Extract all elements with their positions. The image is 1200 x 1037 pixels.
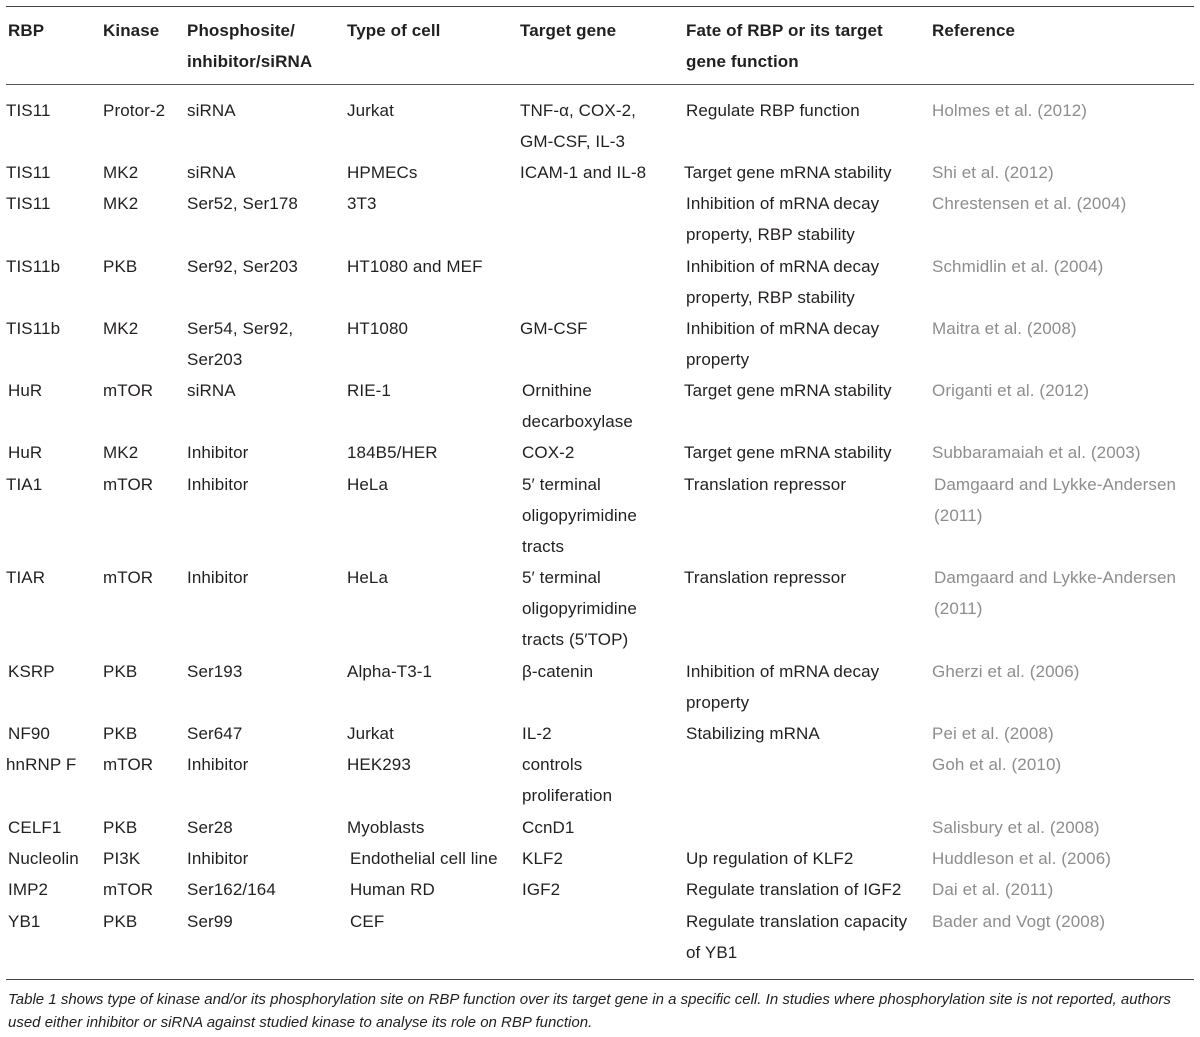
cell-phosphosite: Inhibitor bbox=[187, 849, 249, 868]
cell-target-gene: CcnD1 bbox=[522, 818, 575, 837]
cell-cell-type: Myoblasts bbox=[347, 818, 425, 837]
cell-fate: Regulate RBP function bbox=[686, 101, 860, 120]
cell-target-gene: IGF2 bbox=[522, 880, 561, 899]
cell-fate: Target gene mRNA stability bbox=[684, 443, 892, 462]
cell-kinase: mTOR bbox=[103, 475, 154, 494]
cell-rbp: TIA1 bbox=[6, 475, 43, 494]
cell-kinase: PKB bbox=[103, 818, 138, 837]
cell-cell-type: Endothelial cell line bbox=[350, 849, 498, 868]
cell-reference: Damgaard and Lykke-Andersen (2011) bbox=[934, 568, 1177, 618]
header-rule bbox=[6, 84, 1194, 85]
header-phosphosite: Phosphosite/ inhibitor/siRNA bbox=[187, 21, 313, 71]
cell-kinase: PKB bbox=[103, 912, 138, 931]
table-caption: Table 1 shows type of kinase and/or its phosphorylation site on RBP function over its target gene in a specific cell. In studies where phosphorylation site is not reported, authors used either inhibitor or siRNA against studied kinase to analyse its role on RBP function. bbox=[8, 991, 1171, 1031]
cell-reference: Maitra et al. (2008) bbox=[932, 319, 1077, 338]
cell-rbp: TIAR bbox=[6, 568, 46, 587]
cell-fate: Up regulation of KLF2 bbox=[686, 849, 854, 868]
cell-target-gene: IL-2 bbox=[522, 724, 552, 743]
cell-reference: Bader and Vogt (2008) bbox=[932, 912, 1106, 931]
cell-target-gene: KLF2 bbox=[522, 849, 564, 868]
cell-kinase: Protor-2 bbox=[103, 101, 166, 120]
cell-phosphosite: Ser647 bbox=[187, 724, 243, 743]
cell-phosphosite: Inhibitor bbox=[187, 568, 249, 587]
cell-fate: Target gene mRNA stability bbox=[684, 163, 892, 182]
cell-cell-type: 184B5/HER bbox=[347, 443, 438, 462]
cell-fate: Stabilizing mRNA bbox=[686, 724, 820, 743]
cell-cell-type: Jurkat bbox=[347, 101, 394, 120]
cell-phosphosite: Ser54, Ser92, Ser203 bbox=[187, 319, 294, 369]
cell-rbp: hnRNP F bbox=[6, 755, 77, 774]
cell-phosphosite: Ser162/164 bbox=[187, 880, 276, 899]
cell-kinase: MK2 bbox=[103, 319, 139, 338]
cell-phosphosite: Ser193 bbox=[187, 662, 243, 681]
cell-fate: Translation repressor bbox=[684, 568, 847, 587]
cell-rbp: TIS11 bbox=[6, 101, 51, 120]
cell-phosphosite: Ser52, Ser178 bbox=[187, 194, 298, 213]
cell-reference: Gherzi et al. (2006) bbox=[932, 662, 1080, 681]
cell-cell-type: Jurkat bbox=[347, 724, 394, 743]
cell-phosphosite: Ser92, Ser203 bbox=[187, 257, 298, 276]
cell-cell-type: HT1080 and MEF bbox=[347, 257, 483, 276]
cell-reference: Chrestensen et al. (2004) bbox=[932, 194, 1127, 213]
cell-kinase: MK2 bbox=[103, 443, 139, 462]
header-cell-type: Type of cell bbox=[347, 21, 441, 40]
cell-phosphosite: siRNA bbox=[187, 101, 236, 120]
cell-kinase: PI3K bbox=[103, 849, 141, 868]
cell-reference: Damgaard and Lykke-Andersen (2011) bbox=[934, 475, 1177, 525]
cell-phosphosite: Inhibitor bbox=[187, 443, 249, 462]
cell-kinase: PKB bbox=[103, 257, 138, 276]
cell-kinase: MK2 bbox=[103, 194, 139, 213]
cell-reference: Dai et al. (2011) bbox=[932, 880, 1054, 899]
table-top-rule bbox=[6, 6, 1194, 7]
cell-fate: Inhibition of mRNA decay property bbox=[686, 319, 880, 369]
cell-target-gene: controls proliferation bbox=[522, 755, 613, 805]
cell-reference: Origanti et al. (2012) bbox=[932, 381, 1090, 400]
cell-reference: Pei et al. (2008) bbox=[932, 724, 1054, 743]
cell-target-gene: GM-CSF bbox=[520, 319, 588, 338]
header-kinase: Kinase bbox=[103, 21, 160, 40]
cell-fate: Inhibition of mRNA decay property, RBP stability bbox=[686, 194, 880, 244]
cell-target-gene: β-catenin bbox=[522, 662, 594, 681]
cell-cell-type: HT1080 bbox=[347, 319, 409, 338]
cell-reference: Holmes et al. (2012) bbox=[932, 101, 1088, 120]
header-fate: Fate of RBP or its target gene function bbox=[686, 21, 883, 71]
cell-rbp: TIS11b bbox=[6, 257, 61, 276]
cell-cell-type: Human RD bbox=[350, 880, 435, 899]
cell-cell-type: HPMECs bbox=[347, 163, 418, 182]
cell-target-gene: 5′ terminal oligopyrimidine tracts (5′TOP) bbox=[522, 568, 637, 649]
cell-reference: Salisbury et al. (2008) bbox=[932, 818, 1100, 837]
cell-cell-type: Alpha-T3-1 bbox=[347, 662, 433, 681]
cell-cell-type: HeLa bbox=[347, 568, 389, 587]
cell-fate: Translation repressor bbox=[684, 475, 847, 494]
cell-cell-type: HeLa bbox=[347, 475, 389, 494]
cell-phosphosite: Inhibitor bbox=[187, 475, 249, 494]
cell-fate: Inhibition of mRNA decay property, RBP stability bbox=[686, 257, 880, 307]
cell-rbp: IMP2 bbox=[8, 880, 49, 899]
cell-reference: Subbaramaiah et al. (2003) bbox=[932, 443, 1141, 462]
cell-rbp: YB1 bbox=[8, 912, 41, 931]
cell-phosphosite: siRNA bbox=[187, 163, 236, 182]
cell-phosphosite: Ser99 bbox=[187, 912, 233, 931]
cell-cell-type: CEF bbox=[350, 912, 385, 931]
cell-fate: Target gene mRNA stability bbox=[684, 381, 892, 400]
cell-rbp: TIS11 bbox=[6, 194, 51, 213]
cell-target-gene: TNF-α, COX-2, GM-CSF, IL-3 bbox=[520, 101, 636, 151]
cell-fate: Regulate translation of IGF2 bbox=[686, 880, 902, 899]
cell-rbp: HuR bbox=[8, 381, 43, 400]
cell-rbp: Nucleolin bbox=[8, 849, 79, 868]
cell-target-gene: 5′ terminal oligopyrimidine tracts bbox=[522, 475, 637, 556]
cell-rbp: CELF1 bbox=[8, 818, 62, 837]
cell-phosphosite: Inhibitor bbox=[187, 755, 249, 774]
cell-kinase: MK2 bbox=[103, 163, 139, 182]
table-bottom-rule bbox=[6, 979, 1194, 980]
cell-reference: Schmidlin et al. (2004) bbox=[932, 257, 1104, 276]
cell-reference: Shi et al. (2012) bbox=[932, 163, 1054, 182]
cell-cell-type: HEK293 bbox=[347, 755, 411, 774]
cell-kinase: mTOR bbox=[103, 880, 154, 899]
cell-fate: Inhibition of mRNA decay property bbox=[686, 662, 880, 712]
cell-reference: Huddleson et al. (2006) bbox=[932, 849, 1112, 868]
cell-rbp: TIS11b bbox=[6, 319, 61, 338]
cell-kinase: PKB bbox=[103, 724, 138, 743]
cell-rbp: KSRP bbox=[8, 662, 55, 681]
header-target-gene: Target gene bbox=[520, 21, 617, 40]
cell-fate: Regulate translation capacity of YB1 bbox=[686, 912, 908, 962]
cell-phosphosite: siRNA bbox=[187, 381, 236, 400]
cell-kinase: mTOR bbox=[103, 381, 154, 400]
cell-rbp: TIS11 bbox=[6, 163, 51, 182]
cell-target-gene: COX-2 bbox=[522, 443, 575, 462]
cell-phosphosite: Ser28 bbox=[187, 818, 233, 837]
header-rbp: RBP bbox=[8, 21, 45, 40]
cell-rbp: HuR bbox=[8, 443, 43, 462]
cell-cell-type: RIE-1 bbox=[347, 381, 391, 400]
cell-target-gene: Ornithine decarboxylase bbox=[522, 381, 633, 431]
cell-reference: Goh et al. (2010) bbox=[932, 755, 1062, 774]
header-reference: Reference bbox=[932, 21, 1016, 40]
cell-kinase: mTOR bbox=[103, 568, 154, 587]
cell-target-gene: ICAM-1 and IL-8 bbox=[520, 163, 647, 182]
cell-kinase: mTOR bbox=[103, 755, 154, 774]
cell-rbp: NF90 bbox=[8, 724, 50, 743]
cell-cell-type: 3T3 bbox=[347, 194, 377, 213]
cell-kinase: PKB bbox=[103, 662, 138, 681]
